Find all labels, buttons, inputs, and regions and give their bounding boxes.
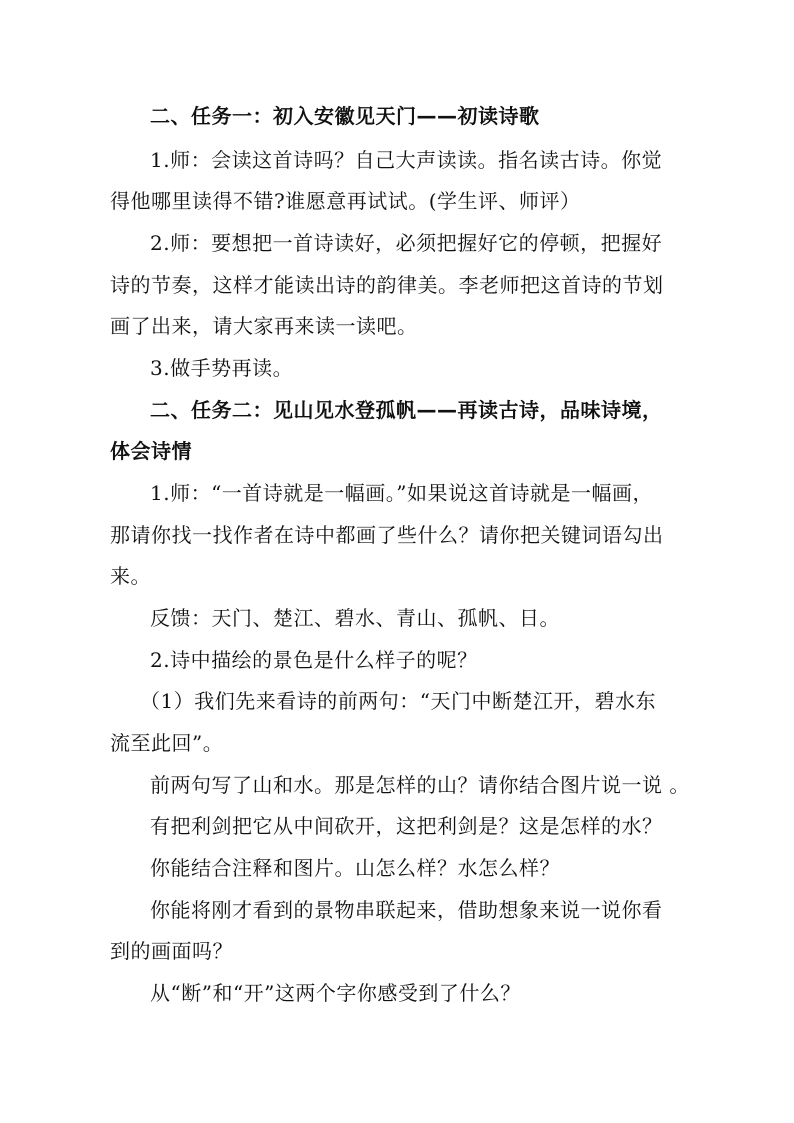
paragraph-line: 你能将刚才看到的景物串联起来，借助想象来说一说你看: [150, 898, 663, 922]
paragraph-line: 得他哪里读得不错?谁愿意再试试。(学生评、师评）: [110, 189, 581, 213]
section-heading-task-two: 二、任务二：见山见水登孤帆——再读古诗，品味诗境，: [150, 398, 663, 422]
paragraph-line: 2.师：要想把一首诗读好，必须把握好它的停顿，把握好: [150, 231, 663, 255]
paragraph-line: 3.做手势再读。: [150, 356, 294, 380]
paragraph-line: 前两句写了山和水。那是怎样的山？请你结合图片说一说 。: [150, 773, 690, 797]
paragraph-line: 那请你找一找作者在诗中都画了些什么？请你把关键词语勾出: [110, 523, 664, 547]
paragraph-line: 1.师：会读这首诗吗？自己大声读读。指名读古诗。你觉: [150, 148, 663, 172]
paragraph-line: 1.师：“一首诗就是一幅画。”如果说这首诗就是一幅画，: [150, 481, 654, 505]
paragraph-line: 来。: [110, 564, 151, 588]
paragraph-line: 反馈：天门、楚江、碧水、青山、孤帆、日。: [150, 606, 560, 630]
paragraph-line: 你能结合注释和图片。山怎么样？水怎么样？: [150, 856, 560, 880]
paragraph-line: 诗的节奏，这样才能读出诗的韵律美。李老师把这首诗的节划: [110, 273, 664, 297]
paragraph-line: 画了出来，请大家再来读一读吧。: [110, 314, 418, 338]
paragraph-line: 从“断”和“开”这两个字你感受到了什么？: [150, 981, 521, 1005]
section-heading-task-one: 二、任务一：初入安徽见天门——初读诗歌: [150, 104, 540, 128]
paragraph-line: 到的画面吗？: [110, 939, 233, 963]
paragraph-line: 流至此回”。: [110, 731, 224, 755]
section-heading-task-two-cont: 体会诗情: [110, 439, 192, 463]
paragraph-line: （1）我们先来看诗的前两句：“天门中断楚江开，碧水东: [140, 689, 656, 713]
paragraph-line: 2.诗中描绘的景色是什么样子的呢？: [150, 648, 478, 672]
paragraph-line: 有把利剑把它从中间砍开，这把利剑是？这是怎样的水？: [150, 814, 663, 838]
